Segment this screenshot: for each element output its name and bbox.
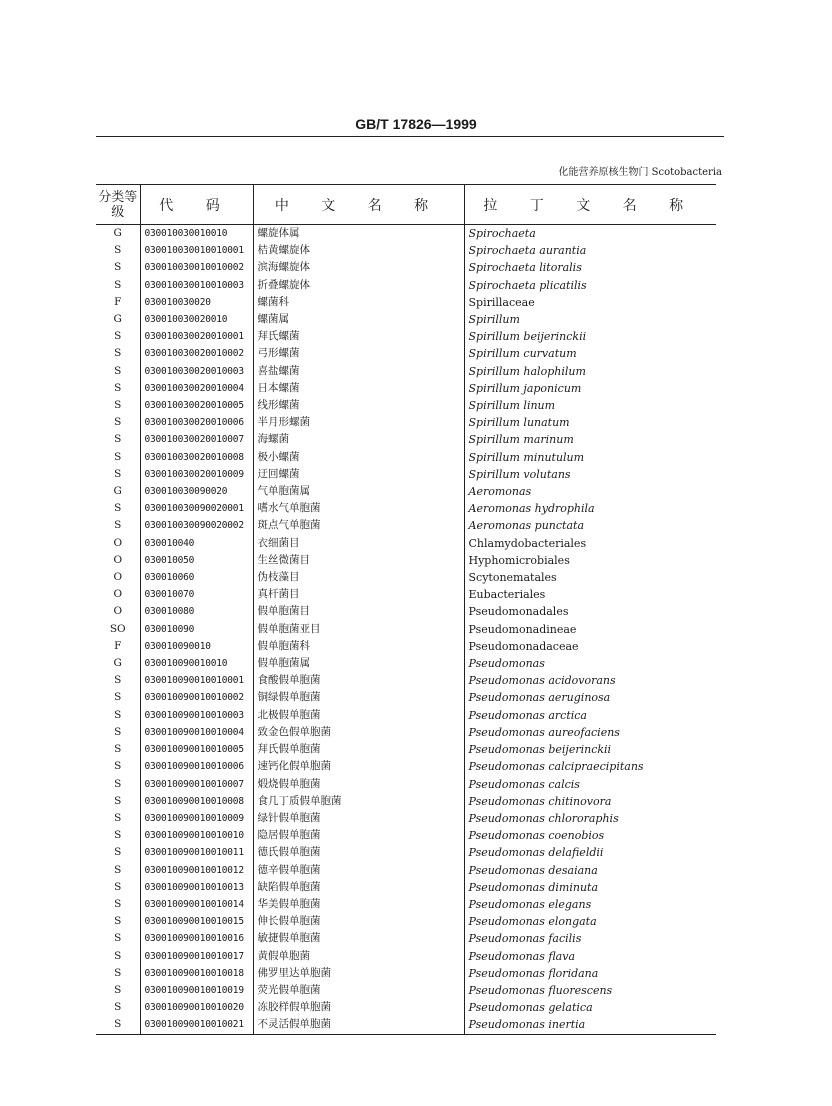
- latin-name-cell: Spirochaeta: [464, 225, 716, 243]
- table-header-row: [96, 185, 716, 225]
- table-row: [96, 277, 716, 294]
- code-cell: 030010090010010010: [140, 827, 253, 844]
- chinese-name-cell: 假单胞菌亚目: [253, 621, 464, 638]
- rank-cell: S: [114, 811, 122, 824]
- table-row: [96, 638, 716, 655]
- chinese-name-cell: 假单胞菌目: [253, 603, 464, 620]
- code-cell: 030010090010010021: [140, 1016, 253, 1034]
- chinese-name-cell: 食酸假单胞菌: [253, 672, 464, 689]
- chinese-name-cell: 食几丁质假单胞菌: [253, 793, 464, 810]
- latin-name-cell: Spirillum: [464, 311, 716, 328]
- latin-name-cell: Pseudomonas delafieldii: [464, 844, 716, 861]
- rank-cell: SO: [109, 622, 126, 635]
- latin-name-cell: Pseudomonas inertia: [464, 1016, 716, 1034]
- rank-cell: S: [114, 416, 122, 429]
- table-row: [96, 242, 716, 259]
- table-row: [96, 655, 716, 672]
- chinese-name-cell: 冻胶样假单胞菌: [253, 999, 464, 1016]
- code-cell: 030010090010010015: [140, 913, 253, 930]
- latin-name-cell: Pseudomonas: [464, 655, 716, 672]
- table-row: [96, 982, 716, 999]
- chinese-name-cell: 伸长假单胞菌: [253, 913, 464, 930]
- chinese-name-cell: 真杆菌目: [253, 586, 464, 603]
- table-row: [96, 569, 716, 586]
- code-cell: 030010030020010006: [140, 414, 253, 431]
- rank-cell: F: [114, 295, 122, 308]
- chinese-name-cell: 铜绿假单胞菌: [253, 689, 464, 706]
- table-row: [96, 483, 716, 500]
- code-cell: 030010050: [140, 552, 253, 569]
- latin-name-cell: Pseudomonas arctica: [464, 707, 716, 724]
- code-cell: 030010090010010001: [140, 672, 253, 689]
- rank-cell: S: [114, 261, 122, 274]
- code-cell: 030010090010010018: [140, 965, 253, 982]
- latin-name-cell: Pseudomonas desaiana: [464, 862, 716, 879]
- table-row: [96, 672, 716, 689]
- latin-name-cell: Pseudomonadales: [464, 603, 716, 620]
- table-row: [96, 603, 716, 620]
- rank-cell: S: [114, 880, 122, 893]
- chinese-name-cell: 隐居假单胞菌: [253, 827, 464, 844]
- chinese-name-cell: 气单胞菌属: [253, 483, 464, 500]
- code-cell: 030010030010010003: [140, 277, 253, 294]
- rank-cell: S: [114, 897, 122, 910]
- latin-name-cell: Pseudomonas acidovorans: [464, 672, 716, 689]
- code-cell: 030010030020010004: [140, 380, 253, 397]
- chinese-name-cell: 螺旋体属: [253, 225, 464, 243]
- code-cell: 030010030010010001: [140, 242, 253, 259]
- rank-cell: S: [114, 502, 122, 515]
- code-cell: 030010030020010005: [140, 397, 253, 414]
- header-rule: [96, 136, 724, 137]
- rank-cell: G: [113, 313, 122, 326]
- code-cell: 030010090010010016: [140, 930, 253, 947]
- rank-cell: S: [114, 949, 122, 962]
- code-cell: 030010090010010020: [140, 999, 253, 1016]
- code-cell: 030010090010010005: [140, 741, 253, 758]
- latin-name-cell: Pseudomonas aureofaciens: [464, 724, 716, 741]
- code-cell: 030010090010010006: [140, 758, 253, 775]
- chinese-name-cell: 敏捷假单胞菌: [253, 930, 464, 947]
- table-row: [96, 259, 716, 276]
- chinese-name-cell: 德氏假单胞菌: [253, 844, 464, 861]
- code-cell: 030010030090020: [140, 483, 253, 500]
- table-row: [96, 965, 716, 982]
- table-row: [96, 999, 716, 1016]
- latin-name-cell: Spirillum linum: [464, 397, 716, 414]
- latin-name-cell: Aeromonas hydrophila: [464, 500, 716, 517]
- rank-cell: O: [113, 553, 123, 566]
- latin-name-cell: Eubacteriales: [464, 586, 716, 603]
- rank-cell: S: [114, 433, 122, 446]
- table-row: [96, 294, 716, 311]
- chinese-name-cell: 绿针假单胞菌: [253, 810, 464, 827]
- table-row: [96, 380, 716, 397]
- table-row: [96, 431, 716, 448]
- chinese-name-cell: 假单胞菌属: [253, 655, 464, 672]
- latin-name-cell: Pseudomonas beijerinckii: [464, 741, 716, 758]
- latin-name-cell: Spirochaeta aurantia: [464, 242, 716, 259]
- latin-name-cell: Chlamydobacteriales: [464, 535, 716, 552]
- rank-cell: S: [114, 467, 122, 480]
- table-row: [96, 913, 716, 930]
- rank-cell: G: [113, 657, 122, 670]
- table-row: [96, 552, 716, 569]
- rank-cell: O: [113, 571, 123, 584]
- table-row: [96, 948, 716, 965]
- code-cell: 030010030090020002: [140, 517, 253, 534]
- latin-name-cell: Pseudomonas facilis: [464, 930, 716, 947]
- rank-cell: O: [113, 536, 123, 549]
- rank-cell: S: [114, 863, 122, 876]
- col-header-chinese-name: 中 文 名 称: [253, 185, 464, 225]
- chinese-name-cell: 衣细菌目: [253, 535, 464, 552]
- chinese-name-cell: 荧光假单胞菌: [253, 982, 464, 999]
- chinese-name-cell: 缺陷假单胞菌: [253, 879, 464, 896]
- table-row: [96, 827, 716, 844]
- latin-name-cell: Aeromonas punctata: [464, 517, 716, 534]
- chinese-name-cell: 煅烧假单胞菌: [253, 776, 464, 793]
- rank-cell: S: [114, 278, 122, 291]
- latin-name-cell: Spirillum curvatum: [464, 345, 716, 362]
- table-body: [96, 225, 716, 1035]
- rank-cell: S: [114, 932, 122, 945]
- latin-name-cell: Spirillum beijerinckii: [464, 328, 716, 345]
- code-cell: 030010030010010002: [140, 259, 253, 276]
- chinese-name-cell: 日本螺菌: [253, 380, 464, 397]
- chinese-name-cell: 致金色假单胞菌: [253, 724, 464, 741]
- code-cell: 030010090010010011: [140, 844, 253, 861]
- chinese-name-cell: 喜盐螺菌: [253, 363, 464, 380]
- code-cell: 030010090010010008: [140, 793, 253, 810]
- rank-cell: O: [113, 588, 123, 601]
- table-row: [96, 621, 716, 638]
- rank-cell: S: [96, 1016, 140, 1034]
- latin-name-cell: Hyphomicrobiales: [464, 552, 716, 569]
- table-row: [96, 724, 716, 741]
- standard-code-header: GB/T 17826—1999: [355, 116, 477, 132]
- chinese-name-cell: 拜氏螺菌: [253, 328, 464, 345]
- table-row: [96, 363, 716, 380]
- rank-cell: F: [114, 639, 122, 652]
- chinese-name-cell: 滨海螺旋体: [253, 259, 464, 276]
- rank-cell: S: [114, 381, 122, 394]
- latin-name-cell: Pseudomonas calcis: [464, 776, 716, 793]
- rank-cell: S: [114, 708, 122, 721]
- latin-name-cell: Pseudomonadineae: [464, 621, 716, 638]
- chinese-name-cell: 螺菌属: [253, 311, 464, 328]
- chinese-name-cell: 黄假单胞菌: [253, 948, 464, 965]
- chinese-name-cell: 桔黄螺旋体: [253, 242, 464, 259]
- code-cell: 030010090010010002: [140, 689, 253, 706]
- table-row: [96, 311, 716, 328]
- latin-name-cell: Aeromonas: [464, 483, 716, 500]
- code-cell: 030010030020: [140, 294, 253, 311]
- table-row: [96, 896, 716, 913]
- chinese-name-cell: 嗜水气单胞菌: [253, 500, 464, 517]
- chinese-name-cell: 假单胞菌科: [253, 638, 464, 655]
- latin-name-cell: Pseudomonas chlororaphis: [464, 810, 716, 827]
- table-row: [96, 449, 716, 466]
- latin-name-cell: Pseudomonas gelatica: [464, 999, 716, 1016]
- table-row: [96, 793, 716, 810]
- table-row: [96, 535, 716, 552]
- rank-cell: S: [114, 674, 122, 687]
- code-cell: 030010060: [140, 569, 253, 586]
- latin-name-cell: Pseudomonas elegans: [464, 896, 716, 913]
- latin-name-cell: Pseudomonas aeruginosa: [464, 689, 716, 706]
- latin-name-cell: Pseudomonadaceae: [464, 638, 716, 655]
- table-row: [96, 810, 716, 827]
- rank-cell: S: [114, 725, 122, 738]
- latin-name-cell: Scytonematales: [464, 569, 716, 586]
- table-row: [96, 1016, 716, 1034]
- rank-cell: S: [114, 691, 122, 704]
- table-row: [96, 345, 716, 362]
- code-cell: 030010090010010003: [140, 707, 253, 724]
- rank-cell: S: [114, 983, 122, 996]
- code-cell: 030010090010010017: [140, 948, 253, 965]
- rank-cell: G: [113, 485, 122, 498]
- chinese-name-cell: 德辛假单胞菌: [253, 862, 464, 879]
- taxonomy-table: [96, 184, 716, 1035]
- latin-name-cell: Spirillum minutulum: [464, 449, 716, 466]
- chinese-name-cell: 拜氏假单胞菌: [253, 741, 464, 758]
- code-cell: 030010030020010009: [140, 466, 253, 483]
- latin-name-cell: Spirillum halophilum: [464, 363, 716, 380]
- chinese-name-cell: 海螺菌: [253, 431, 464, 448]
- chinese-name-cell: 佛罗里达单胞菌: [253, 965, 464, 982]
- code-cell: 030010090010010012: [140, 862, 253, 879]
- rank-cell: S: [114, 760, 122, 773]
- rank-cell: S: [114, 519, 122, 532]
- code-cell: 030010030010010: [140, 225, 253, 243]
- code-cell: 030010090010010013: [140, 879, 253, 896]
- table-row: [96, 397, 716, 414]
- rank-cell: S: [114, 244, 122, 257]
- code-cell: 030010030020010001: [140, 328, 253, 345]
- chinese-name-cell: 北极假单胞菌: [253, 707, 464, 724]
- code-cell: 030010090010010009: [140, 810, 253, 827]
- table-row: [96, 466, 716, 483]
- latin-name-cell: Spirillum japonicum: [464, 380, 716, 397]
- latin-name-cell: Spirochaeta plicatilis: [464, 277, 716, 294]
- chinese-name-cell: 弓形螺菌: [253, 345, 464, 362]
- code-cell: 030010090010010004: [140, 724, 253, 741]
- code-cell: 030010030020010008: [140, 449, 253, 466]
- latin-name-cell: Pseudomonas coenobios: [464, 827, 716, 844]
- table-row: [96, 844, 716, 861]
- latin-name-cell: Spirochaeta litoralis: [464, 259, 716, 276]
- code-cell: 030010030090020001: [140, 500, 253, 517]
- rank-cell: S: [114, 777, 122, 790]
- table-row: [96, 517, 716, 534]
- code-cell: 030010030020010002: [140, 345, 253, 362]
- rank-cell: S: [114, 829, 122, 842]
- table-row: [96, 758, 716, 775]
- latin-name-cell: Spirillum marinum: [464, 431, 716, 448]
- chinese-name-cell: 生丝微菌目: [253, 552, 464, 569]
- col-header-latin-name: 拉 丁 文 名 称: [464, 185, 716, 225]
- chinese-name-cell: 伪枝藻目: [253, 569, 464, 586]
- section-title: 化能营养原核生物门 Scotobacteria: [558, 167, 722, 178]
- latin-name-cell: Spirillum volutans: [464, 466, 716, 483]
- chinese-name-cell: 螺菌科: [253, 294, 464, 311]
- rank-cell: S: [114, 364, 122, 377]
- code-cell: 030010090010010019: [140, 982, 253, 999]
- latin-name-cell: Pseudomonas calcipraecipitans: [464, 758, 716, 775]
- code-cell: 030010030020010007: [140, 431, 253, 448]
- table-row: [96, 328, 716, 345]
- table-row: [96, 879, 716, 896]
- rank-cell: O: [113, 605, 123, 618]
- col-header-code: 代 码: [140, 185, 253, 225]
- table-row: [96, 586, 716, 603]
- table-row: [96, 862, 716, 879]
- table-row: [96, 707, 716, 724]
- rank-cell: S: [114, 1001, 122, 1014]
- latin-name-cell: Pseudomonas diminuta: [464, 879, 716, 896]
- code-cell: 030010090: [140, 621, 253, 638]
- chinese-name-cell: 速钙化假单胞菌: [253, 758, 464, 775]
- chinese-name-cell: 折叠螺旋体: [253, 277, 464, 294]
- chinese-name-cell: 线形螺菌: [253, 397, 464, 414]
- table-row: [96, 689, 716, 706]
- code-cell: 030010030020010: [140, 311, 253, 328]
- col-header-rank: 分类等级: [96, 185, 140, 225]
- chinese-name-cell: 极小螺菌: [253, 449, 464, 466]
- chinese-name-cell: 迂回螺菌: [253, 466, 464, 483]
- rank-cell: S: [114, 915, 122, 928]
- chinese-name-cell: 不灵活假单胞菌: [253, 1016, 464, 1034]
- code-cell: 030010080: [140, 603, 253, 620]
- rank-cell: S: [114, 846, 122, 859]
- code-cell: 030010090010010: [140, 655, 253, 672]
- code-cell: 030010090010010007: [140, 776, 253, 793]
- table-row: [96, 776, 716, 793]
- chinese-name-cell: 华美假单胞菌: [253, 896, 464, 913]
- table-row: [96, 500, 716, 517]
- code-cell: 030010040: [140, 535, 253, 552]
- code-cell: 030010030020010003: [140, 363, 253, 380]
- rank-cell: S: [114, 347, 122, 360]
- latin-name-cell: Spirillum lunatum: [464, 414, 716, 431]
- table-row: [96, 930, 716, 947]
- latin-name-cell: Spirillaceae: [464, 294, 716, 311]
- latin-name-cell: Pseudomonas elongata: [464, 913, 716, 930]
- rank-cell: G: [113, 227, 122, 239]
- chinese-name-cell: 斑点气单胞菌: [253, 517, 464, 534]
- code-cell: 030010090010: [140, 638, 253, 655]
- table-row: [96, 414, 716, 431]
- latin-name-cell: Pseudomonas flava: [464, 948, 716, 965]
- latin-name-cell: Pseudomonas fluorescens: [464, 982, 716, 999]
- rank-cell: S: [114, 330, 122, 343]
- code-cell: 030010070: [140, 586, 253, 603]
- latin-name-cell: Pseudomonas floridana: [464, 965, 716, 982]
- rank-cell: S: [114, 794, 122, 807]
- chinese-name-cell: 半月形螺菌: [253, 414, 464, 431]
- rank-cell: S: [114, 450, 122, 463]
- latin-name-cell: Pseudomonas chitinovora: [464, 793, 716, 810]
- rank-cell: S: [114, 399, 122, 412]
- rank-cell: S: [114, 966, 122, 979]
- rank-cell: S: [114, 743, 122, 756]
- code-cell: 030010090010010014: [140, 896, 253, 913]
- table-row: [96, 225, 716, 243]
- table-row: [96, 741, 716, 758]
